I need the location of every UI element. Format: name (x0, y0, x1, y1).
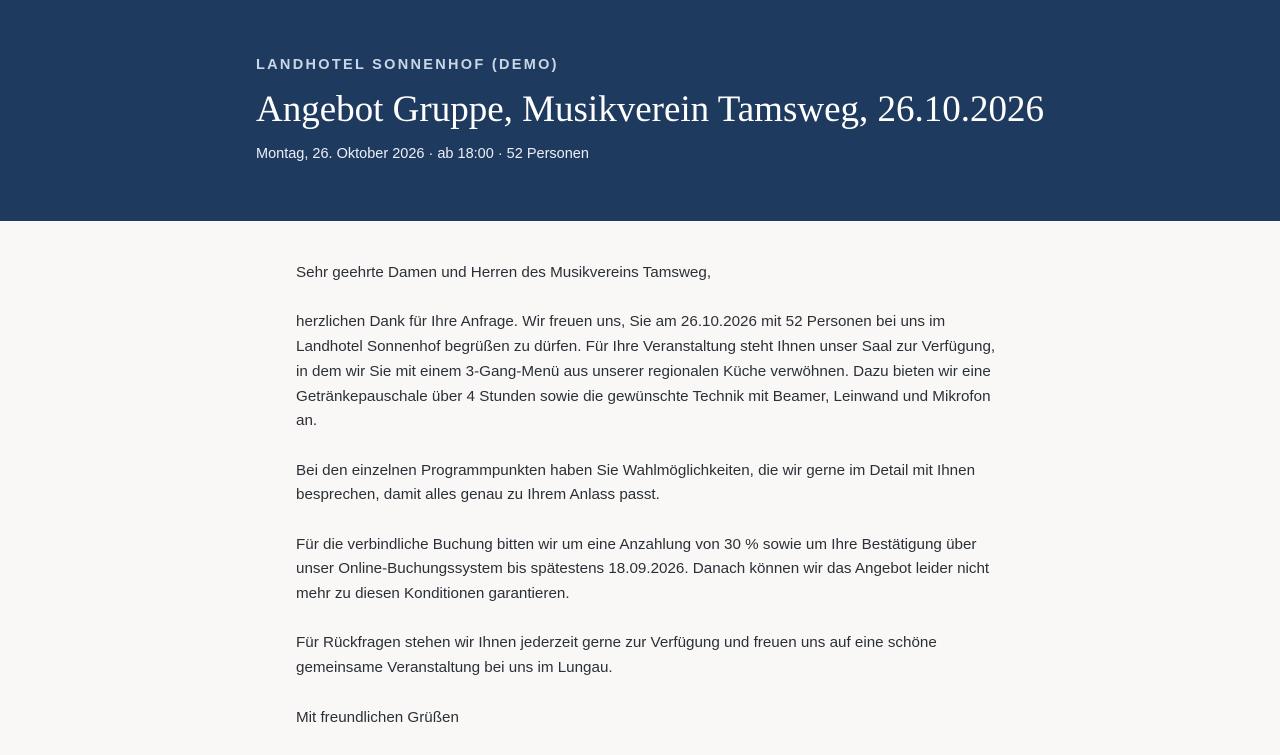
hotel-brand: LANDHOTEL SONNENHOF (DEMO) (256, 57, 559, 73)
offer-header (0, 0, 1280, 221)
event-details: Montag, 26. Oktober 2026 · ab 18:00 · 52 Personen (256, 146, 589, 162)
letter-salutation: Sehr geehrte Damen und Herren des Musikvereins Tamsweg, (296, 264, 712, 281)
letter-paragraph: Für Rückfragen stehen wir Ihnen jederzeit gerne zur Verfügung und freuen uns auf eine schöne gemeinsame Veranstaltung bei uns im Lungau. (296, 634, 937, 677)
letter-paragraph: Bei den einzelnen Programmpunkten haben Sie Wahlmöglichkeiten, die wir gerne im Detail mit Ihnen besprechen, damit alles genau zu Ihrem Anlass passt. (296, 461, 976, 504)
offer-letter (296, 261, 996, 755)
letter-paragraph: herzlichen Dank für Ihre Anfrage. Wir freuen uns, Sie am 26.10.2026 mit 52 Personen bei uns im Landhotel Sonnenhof begrüßen zu dürfen. Für Ihre Veranstaltung steht Ihnen unser Saal zur Verfügung, in dem wir Sie mit einem 3-Gang-Menü aus unserer regionalen Küche verwöhnen. Dazu bieten wir eine Getränkepauschale über 4 Stunden sowie die gewünschte Technik mit Beamer, Leinwand und Mikrofon an. (296, 313, 996, 430)
letter-paragraph: Für die verbindliche Buchung bitten wir um eine Anzahlung von 30 % sowie um Ihre Bestätigung über unser Online-Buchungssystem bis spätestens 18.09.2026. Danach können wir das Angebot leider nicht mehr zu diesen Konditionen garantieren. (296, 535, 990, 603)
letter-closing: Mit freundlichen Grüßen (296, 708, 459, 726)
page-title: Angebot Gruppe, Musikverein Tamsweg, 26.10.2026 (256, 89, 1045, 130)
